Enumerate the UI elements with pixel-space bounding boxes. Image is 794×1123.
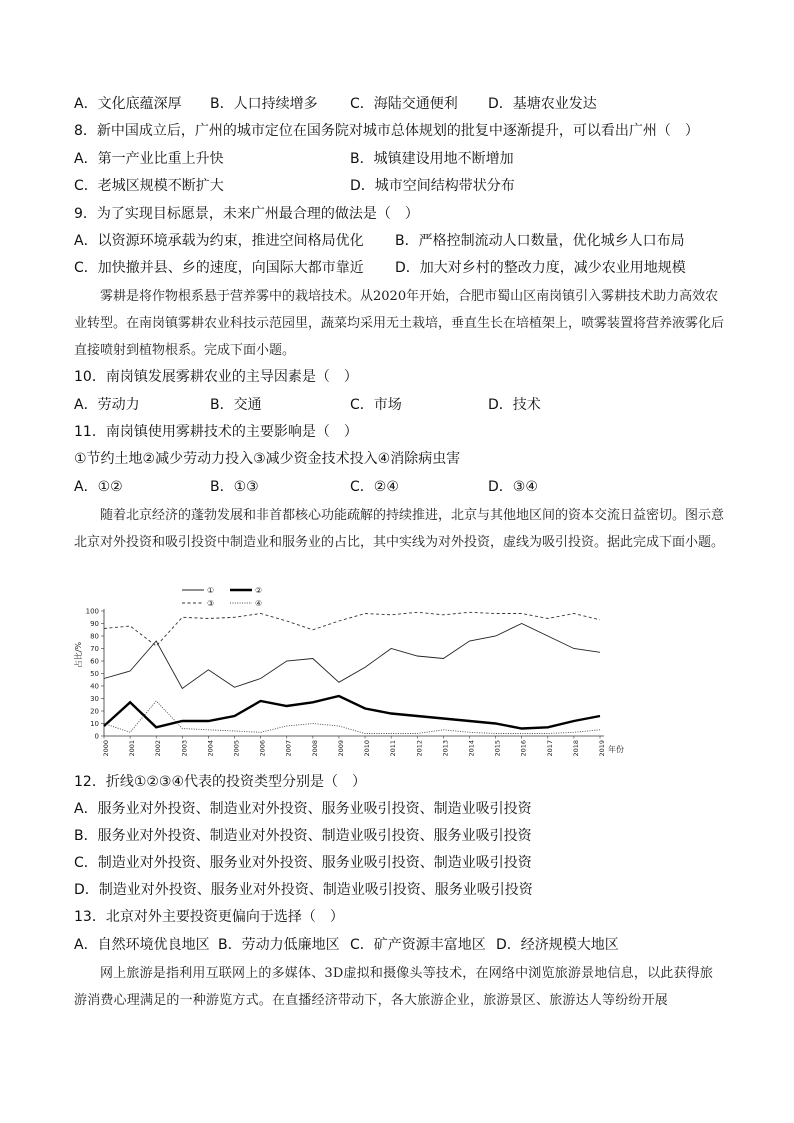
q12-option-a: A．服务业对外投资、制造业对外投资、服务业吸引投资、制造业吸引投资 — [74, 801, 532, 817]
investment-share-line-chart — [70, 583, 630, 758]
x-tick-label: 2016 — [519, 740, 528, 757]
q10-option-c: C．市场 — [350, 397, 402, 413]
x-tick-label: 2014 — [467, 740, 476, 757]
q13-option-b: B．劳动力低廉地区 — [218, 937, 340, 953]
q11-option-a: A．①② — [74, 479, 123, 495]
q9-option-a: A．以资源环境承载为约束，推进空间格局优化 — [74, 233, 364, 249]
x-tick-label: 2018 — [571, 740, 580, 757]
y-tick-label: 50 — [90, 670, 99, 678]
x-tick-label: 2009 — [336, 740, 345, 757]
q8-option-a: A．第一产业比重上升快 — [74, 151, 224, 167]
legend-label-4: ④ — [255, 599, 263, 608]
q12-option-b: B．服务业对外投资、制造业对外投资、制造业吸引投资、服务业吸引投资 — [74, 828, 532, 844]
q11-stem: 11．南岗镇使用雾耕技术的主要影响是（ ） — [74, 424, 358, 440]
q11-option-d: D．③④ — [488, 479, 538, 495]
chart-x-axis-label: 年份 — [608, 745, 624, 754]
passage-online-tourism: 网上旅游是指利用互联网上的多媒体、3D虚拟和摄像头等技术，在网络中浏览旅游景地信息，以此获得旅游消费心理满足的一种游览方式。在直播经济带动下，各大旅游企业，旅游景区、旅游达人等纷纷开展 — [74, 966, 714, 1008]
y-tick-label: 100 — [85, 607, 99, 616]
q7-option-d: D．基塘农业发达 — [488, 96, 597, 112]
q9-option-c: C．加快撤并县、乡的速度，向国际大都市靠近 — [74, 260, 364, 276]
x-tick-label: 2001 — [128, 740, 137, 757]
chart-series — [104, 612, 600, 733]
x-tick-label: 2004 — [206, 740, 215, 757]
q11-option-b: B．①③ — [210, 479, 259, 495]
q9-option-d: D．加大对乡村的整改力度，减少农业用地规模 — [395, 260, 686, 276]
series-line-2 — [104, 696, 600, 729]
passage-beijing-investment: 随着北京经济的蓬勃发展和非首都核心功能疏解的持续推进，北京与其他地区间的资本交流日益密切。图示意北京对外投资和吸引投资中制造业和服务业的占比，其中实线为对外投资，虚线为吸引投资。据此完成下面小题。 — [74, 508, 725, 550]
q10-option-b: B．交通 — [210, 397, 262, 413]
q10-option-d: D．技术 — [488, 397, 541, 413]
chart-legend — [182, 586, 262, 608]
q10-option-a: A．劳动力 — [74, 397, 140, 413]
x-tick-label: 2012 — [415, 740, 424, 757]
legend-label-3: ③ — [207, 599, 215, 608]
q13-option-a: A．自然环境优良地区 — [74, 937, 210, 953]
chart-y-axis-label: 占比/% — [74, 641, 83, 669]
y-tick-label: 20 — [90, 707, 99, 716]
x-tick-label: 2010 — [363, 740, 372, 757]
x-tick-label: 2005 — [232, 740, 241, 757]
y-tick-label: 60 — [90, 657, 99, 666]
legend-label-2: ② — [255, 586, 263, 595]
q8-option-c: C．老城区规模不断扩大 — [74, 178, 224, 194]
y-tick-label: 80 — [90, 632, 99, 641]
chart-x-axis — [102, 736, 606, 757]
q11-option-c: C．②④ — [350, 479, 399, 495]
q9-stem: 9．为了实现目标愿景，未来广州最合理的做法是（ ） — [74, 206, 419, 222]
chart-y-axis — [86, 608, 104, 741]
q8-option-d: D．城市空间结构带状分布 — [350, 178, 515, 194]
x-tick-label: 2003 — [180, 740, 189, 757]
series-line-3 — [104, 612, 600, 646]
q7-option-c: C．海陆交通便利 — [350, 96, 458, 112]
x-tick-label: 2011 — [389, 740, 398, 757]
y-tick-label: 70 — [90, 645, 99, 653]
x-tick-label: 2013 — [441, 740, 450, 757]
x-tick-label: 2006 — [258, 740, 267, 757]
y-tick-label: 30 — [90, 695, 99, 703]
y-tick-label: 0 — [94, 732, 99, 741]
x-tick-label: 2007 — [284, 740, 293, 757]
x-tick-label: 2002 — [154, 740, 163, 757]
legend-label-1: ① — [207, 586, 215, 595]
q12-option-c: C．制造业对外投资、服务业对外投资、服务业吸引投资、制造业吸引投资 — [74, 855, 532, 871]
q10-stem: 10．南岗镇发展雾耕农业的主导因素是（ ） — [74, 369, 358, 385]
q13-stem: 13．北京对外主要投资更偏向于选择（ ） — [74, 909, 344, 925]
passage-fog-farming: 雾耕是将作物根系悬于营养雾中的栽培技术。从2020年开始，合肥市蜀山区南岗镇引入雾耕技术助力高效农业转型。在南岗镇雾耕农业科技示范园里，蔬菜均采用无土栽培，垂直生长在培植架上，喷雾装置将营养液雾化后直接喷射到植物根系。完成下面小题。 — [74, 289, 725, 358]
y-tick-label: 90 — [90, 620, 99, 628]
x-tick-label: 2017 — [545, 740, 554, 757]
q13-option-d: D．经济规模大地区 — [496, 937, 619, 953]
q13-option-c: C．矿产资源丰富地区 — [350, 937, 486, 953]
q11-items: ①节约土地②减少劳动力投入③减少资金技术投入④消除病虫害 — [74, 451, 461, 467]
y-tick-label: 40 — [90, 682, 99, 691]
q12-option-d: D．制造业对外投资、服务业对外投资、制造业吸引投资、服务业吸引投资 — [74, 882, 533, 898]
x-tick-label: 2000 — [102, 740, 110, 757]
q8-option-b: B．城镇建设用地不断增加 — [350, 151, 514, 167]
q8-stem: 8．新中国成立后，广州的城市定位在国务院对城市总体规划的批复中逐渐提升，可以看出广州（ ） — [74, 123, 699, 139]
q7-option-a: A．文化底蕴深厚 — [74, 96, 182, 112]
y-tick-label: 10 — [90, 720, 99, 728]
x-tick-label: 2008 — [310, 740, 319, 757]
q9-option-b: B．严格控制流动人口数量，优化城乡人口布局 — [395, 233, 685, 249]
q7-option-b: B．人口持续增多 — [210, 96, 318, 112]
x-tick-label: 2015 — [493, 740, 502, 757]
q12-stem: 12．折线①②③④代表的投资类型分别是（ ） — [74, 774, 367, 790]
x-tick-label: 2019 — [598, 740, 606, 757]
series-line-1 — [104, 624, 600, 689]
